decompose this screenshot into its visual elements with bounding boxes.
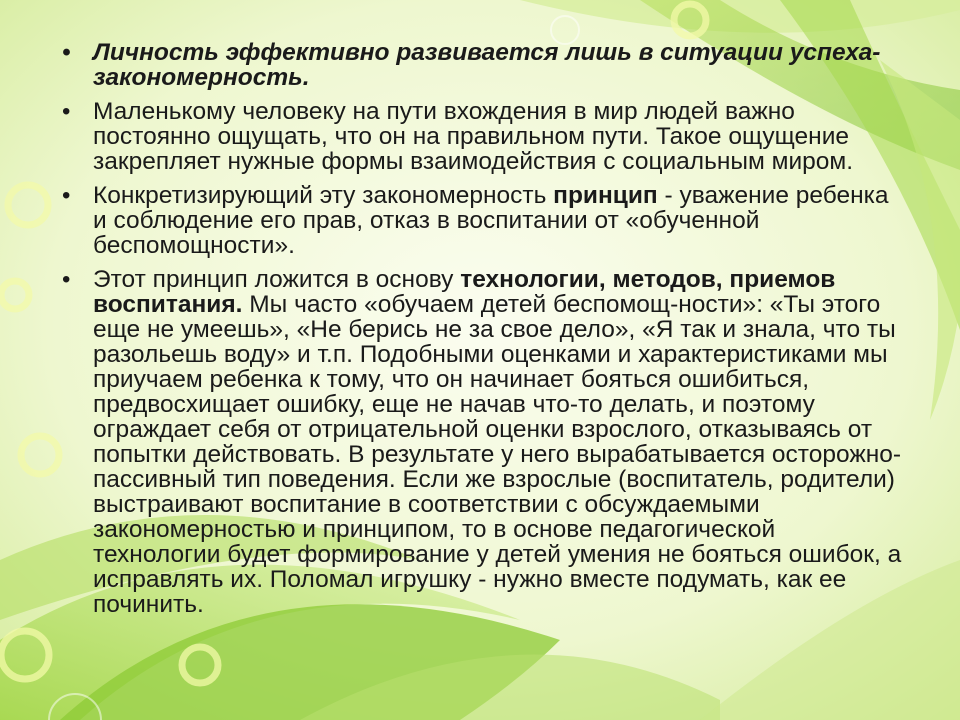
bullet-text: Личность эффективно развивается лишь в ситуации успеха- закономерность. bbox=[93, 39, 881, 91]
bullet-text: Маленькому человеку на пути вхождения в мир людей важно постоянно ощущать, что он на правильном пути. Такое ощущение закрепляет нужные формы взаимодействия с социальным миром. bbox=[93, 98, 854, 175]
bullet-list bbox=[62, 40, 902, 617]
bullet-item bbox=[62, 183, 902, 258]
bullet-text-bold: технологии, методов, приемов воспитания. bbox=[93, 266, 836, 318]
bullet-text-after: - уважение ребенка и соблюдение его прав, отказ в воспитании от «обученной беспомощности». bbox=[93, 182, 889, 259]
bullet-text-bold: принцип bbox=[553, 182, 658, 209]
bullet-text-before: Конкретизирующий эту закономерность bbox=[93, 182, 554, 209]
bullet-item bbox=[62, 267, 902, 617]
bullet-item bbox=[62, 99, 902, 174]
bullet-text-before: Этот принцип ложится в основу bbox=[93, 266, 461, 293]
bullet-text-after: Мы часто «обучаем детей беспомощ-ности»: «Ты этого еще не умеешь», «Не берись не за свое дело», «Я так и знала, что ты разольешь воду» и т.п. Подобными оценками и характеристиками мы приучаем ребенка к тому, что он начинает бояться ошибиться, предвосхищает ошибку, еще не начав что-то делать, и поэтому ограждает себя от отрицательной оценки взрослого, отказываясь от попытки действовать. В результате у него вырабатывается осторожно-пассивный тип поведения. Если же взрослые (воспитатель, родители) выстраивают воспитание в соответствии с обсуждаемыми закономерностью и принципом, то в основе педагогической технологии будет формирование у детей умения не бояться ошибок, а исправлять их. Поломал игрушку - нужно вместе подумать, как ее починить. bbox=[93, 291, 902, 618]
slide-content bbox=[62, 40, 902, 626]
bullet-item bbox=[62, 40, 902, 90]
